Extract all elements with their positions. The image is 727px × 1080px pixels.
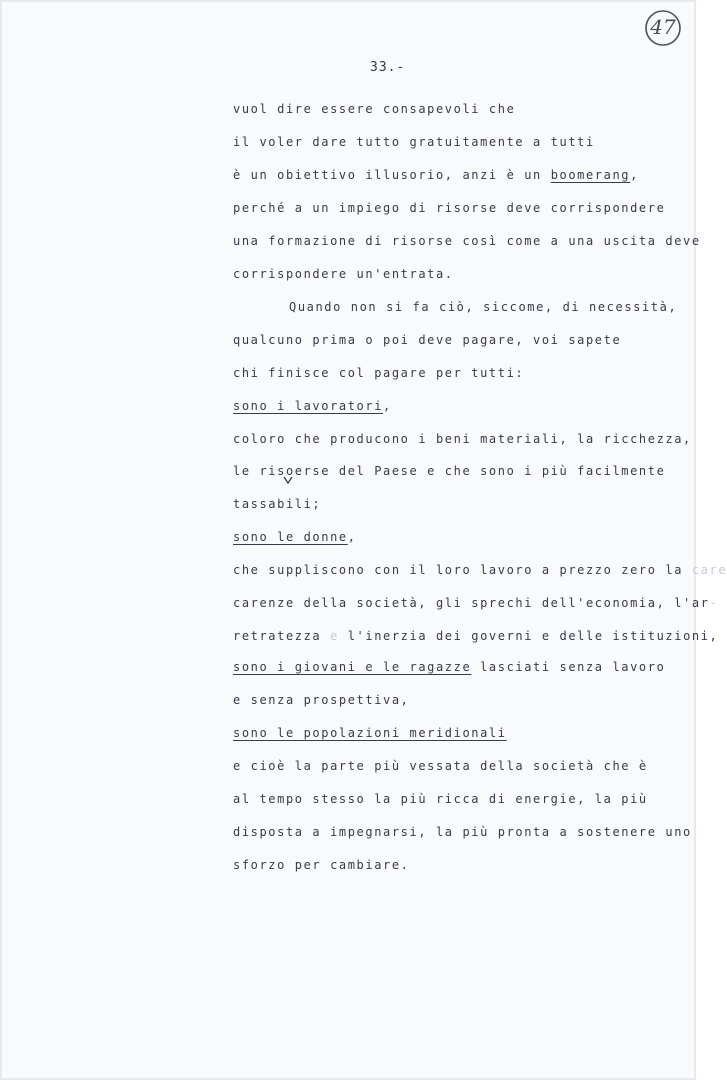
text-run: che suppliscono con il loro lavoro a prezzo zero la [233, 563, 692, 577]
text-line: vuol dire essere consapevoli che [233, 102, 516, 116]
text-line: tassabili; [233, 497, 322, 511]
text-line: il voler dare tutto gratuitamente a tutti [233, 135, 595, 149]
faded-text-run: - [709, 596, 719, 610]
text-line: una formazione di risorse così come a una uscita deve [233, 234, 701, 248]
text-run: , [347, 530, 357, 544]
text-line [233, 167, 639, 183]
handwritten-correction-mark [282, 475, 294, 485]
text-line: qualcuno prima o poi deve pagare, voi sapete [233, 333, 622, 347]
faded-text-run: e [321, 629, 339, 643]
text-line [233, 562, 727, 578]
text-run: retratezza [233, 629, 322, 643]
page-number: 33.- [370, 60, 406, 75]
text-line: al tempo stesso la più ricca di energie, la più [233, 792, 648, 806]
text-line [233, 398, 392, 414]
text-run: l'inerzia dei governi e delle istituzioni, [338, 629, 719, 643]
underlined-phrase: sono i giovani e le ragazze [233, 660, 472, 674]
underlined-phrase-line: sono le popolazioni meridionali [233, 726, 507, 740]
text-run: carenze della società, gli sprechi dell'economia, l'ar [233, 596, 710, 610]
text-line [233, 595, 718, 611]
text-run: lasciati senza lavoro [471, 660, 666, 674]
faded-text-run: care [691, 563, 727, 577]
text-line: perché a un impiego di risorse deve corrispondere [233, 201, 666, 215]
text-line: corrispondere un'entrata. [233, 267, 454, 281]
text-line [233, 628, 718, 644]
text-line: e senza prospettiva, [233, 693, 410, 707]
text-line: le risoerse del Paese e che sono i più facilmente [233, 464, 666, 478]
text-line [233, 529, 357, 545]
underlined-word-boomerang: boomerang [550, 168, 631, 182]
handwritten-folio-stamp [643, 8, 683, 48]
text-line: sforzo per cambiare. [233, 858, 410, 872]
folio-number: 47 [650, 15, 676, 39]
underlined-phrase: sono le donne [233, 530, 348, 544]
text-run: è un obiettivo illusorio, anzi è un [233, 168, 551, 182]
text-line: chi finisce col pagare per tutti: [233, 366, 525, 380]
text-line: disposta a impegnarsi, la più pronta a sostenere uno [233, 825, 692, 839]
paragraph-indented-line: Quando non si fa ciò, siccome, di necessità, [289, 300, 678, 314]
text-line [233, 659, 665, 675]
underlined-phrase: sono i lavoratori [233, 399, 384, 413]
text-line: coloro che producono i beni materiali, la ricchezza, [233, 432, 692, 446]
text-run: , [630, 168, 639, 182]
text-run: , [383, 399, 392, 413]
text-line: e cioè la parte più vessata della società che è [233, 759, 648, 773]
